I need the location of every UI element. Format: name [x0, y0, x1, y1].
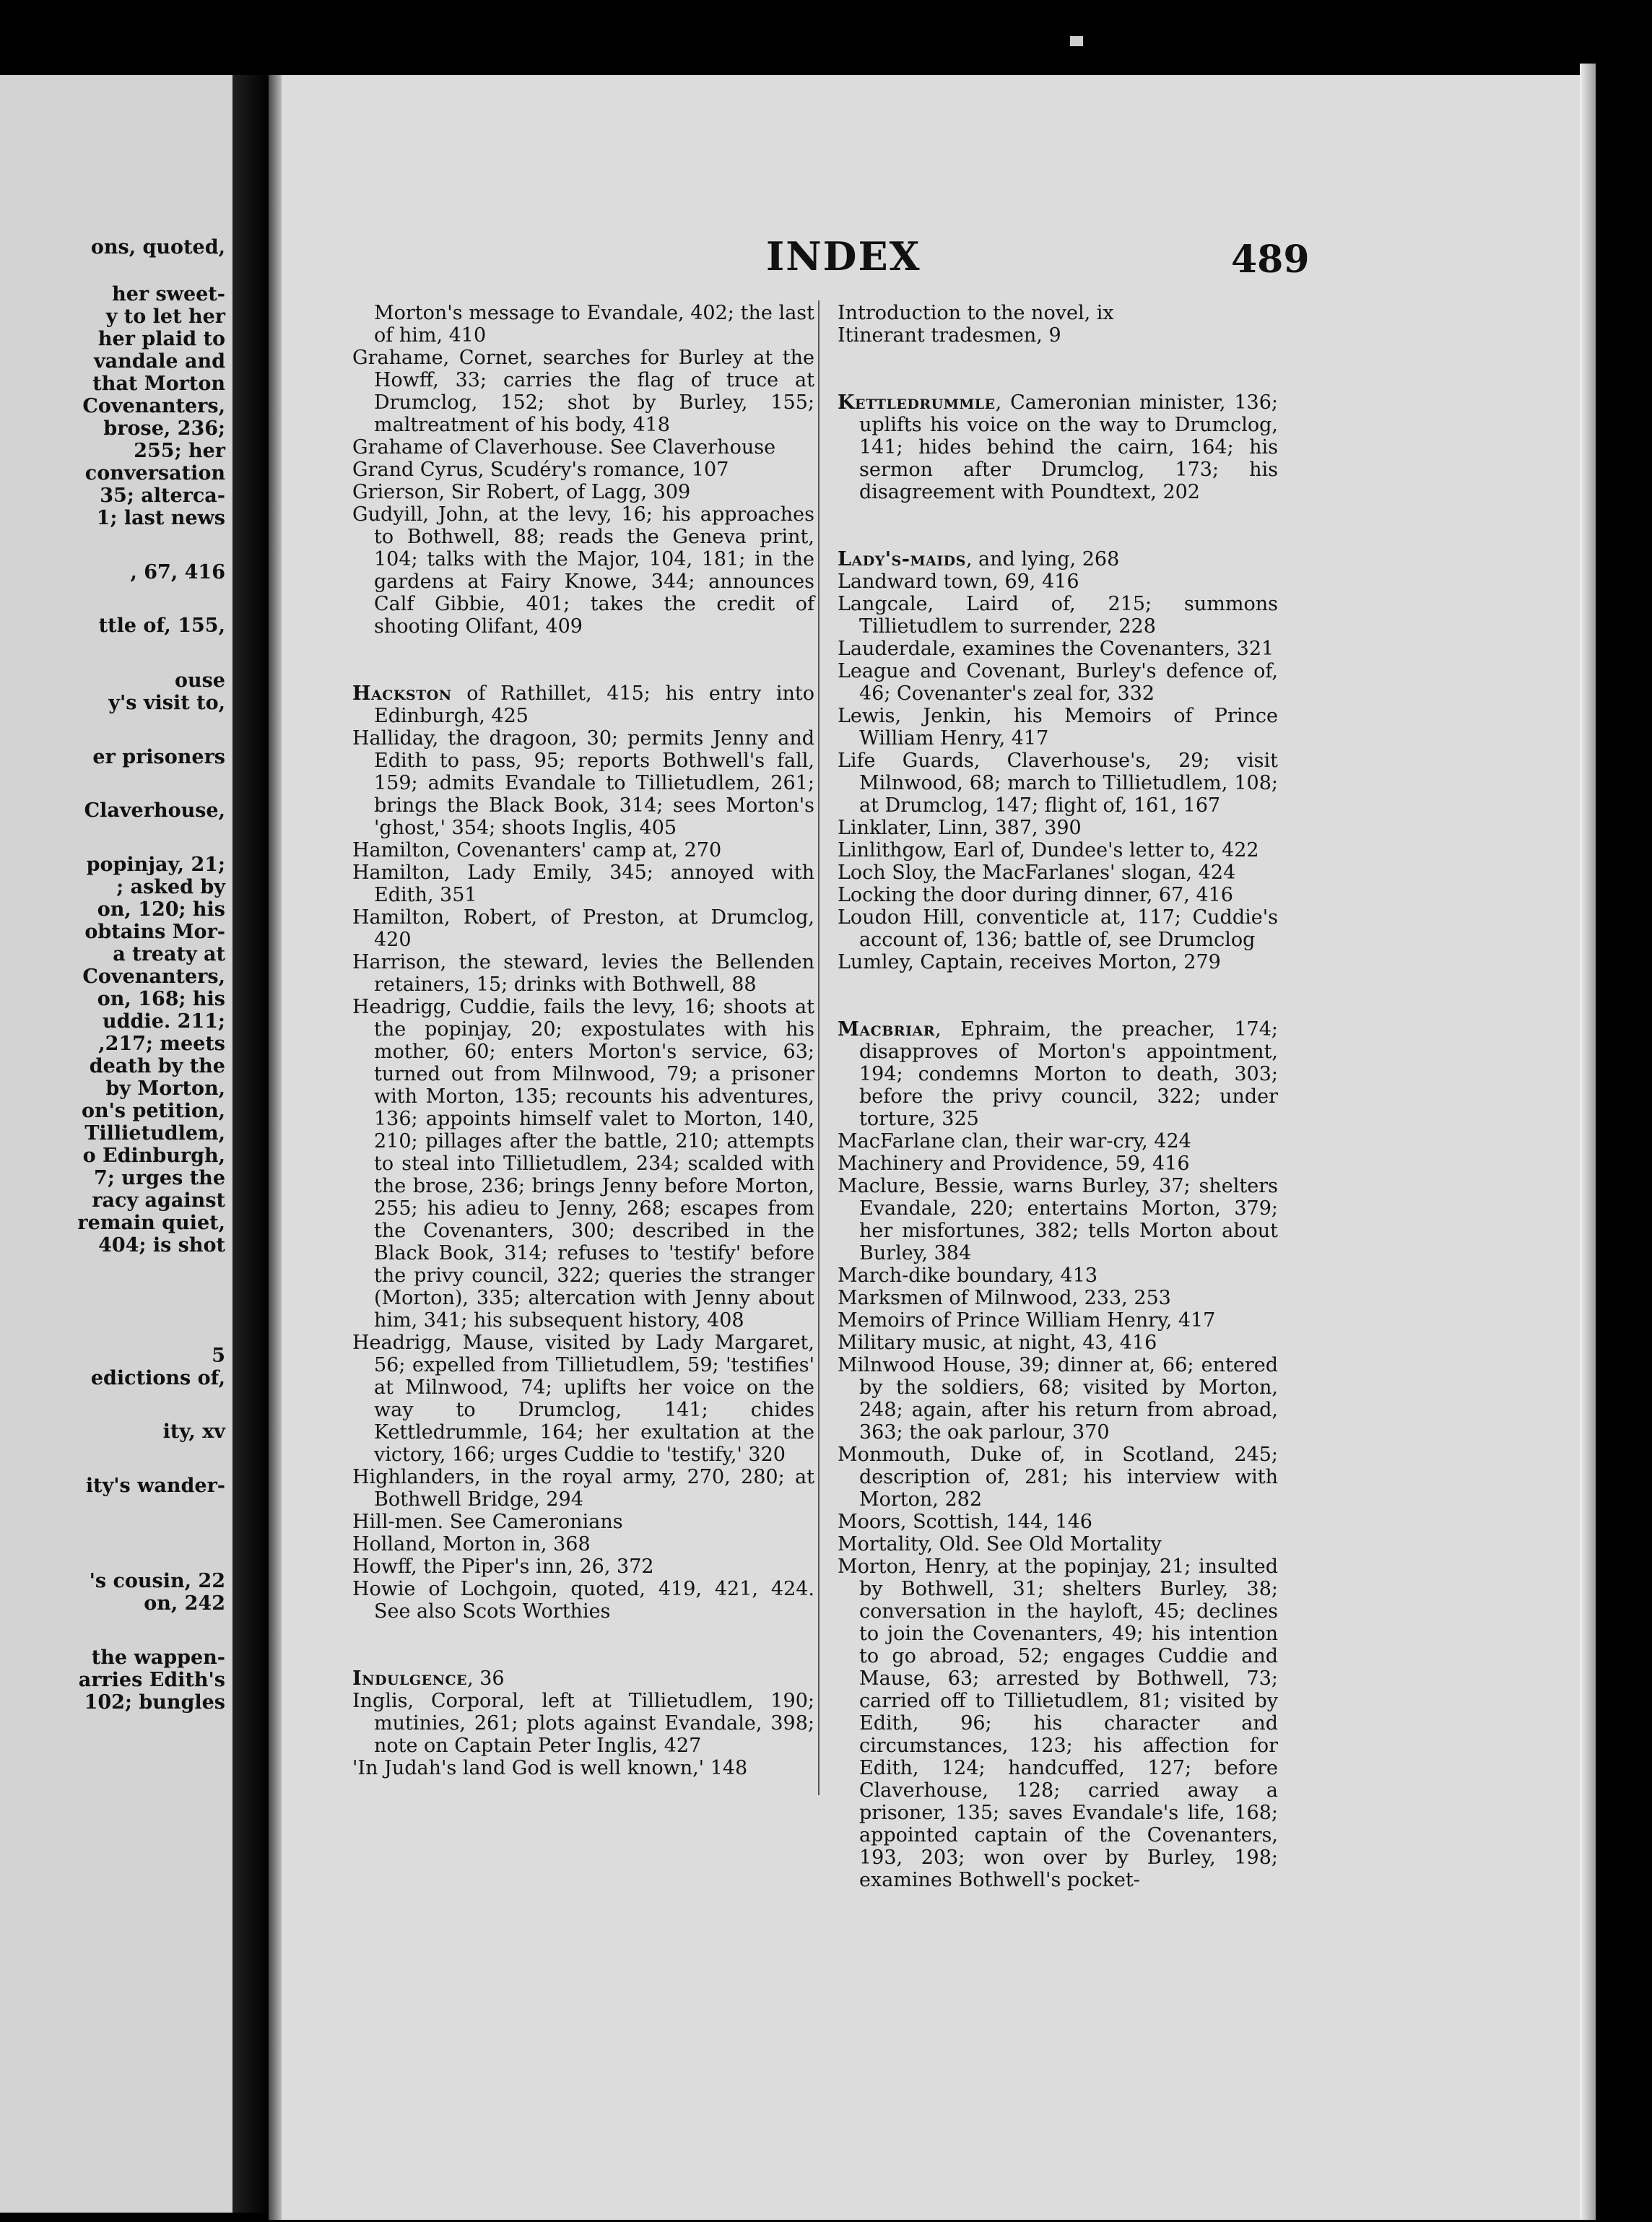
- facing-page-line: on, 242: [144, 1592, 225, 1615]
- index-entry-headword: Lady's-maids: [838, 548, 966, 570]
- index-entry: [352, 481, 814, 503]
- index-entry: [352, 302, 814, 347]
- index-entry: [352, 347, 814, 436]
- facing-page-line: , 67, 416: [130, 561, 225, 583]
- index-entry-text: Gudyill, John, at the levy, 16; his approaches to Bothwell, 88; reads the Geneva print, 104; talks with the Major, 104, 181; in the gardens at Fairy Knowe, 344; announces Calf Gibbie, 401; takes the credit of shooting Olifant, 409: [352, 503, 814, 638]
- facing-page-line: 5: [212, 1345, 225, 1367]
- facing-page-line: vandale and: [93, 350, 225, 373]
- index-entry: [352, 1533, 814, 1555]
- index-entry: [838, 1130, 1278, 1153]
- index-entry-text: Morton's message to Evandale, 402; the last of him, 410: [374, 302, 814, 347]
- index-entry-text: Machinery and Providence, 59, 416: [838, 1153, 1190, 1175]
- index-entry-text: Introduction to the novel, ix: [838, 302, 1114, 324]
- facing-page-line: edictions of,: [90, 1367, 225, 1389]
- index-entry: [838, 638, 1278, 660]
- scan-mark: [1070, 36, 1083, 46]
- index-entry-text: Headrigg, Cuddie, fails the levy, 16; shoots at the popinjay, 20; expostulates with his mother, 60; enters Morton's service, 63; turned out from Milnwood, 79; a prisoner with Morton, 135; recounts his adventures, 136; appoints himself valet to Morton, 140, 210; pillages after the battle, 210; attempts to steal into Tillietudlem, 234; scalded with the brose, 236; brings Jenny before Morton, 255; his adieu to Jenny, 268; escapes from the Covenanters, 300; described in the Black Book, 314; refuses to 'testify' before the privy council, 322; queries the stranger (Morton), 335; altercation with Jenny about him, 341; his subsequent history, 408: [352, 996, 814, 1332]
- facing-page-line: that Morton: [92, 373, 225, 395]
- index-entry-text: Howie of Lochgoin, quoted, 419, 421, 424. See also Scots Worthies: [352, 1578, 814, 1623]
- index-entry-text: Hill-men. See Cameronians: [352, 1511, 623, 1533]
- index-entry-text: Monmouth, Duke of, in Scotland, 245; description of, 281; his interview with Morton, 282: [838, 1444, 1278, 1511]
- index-entry: [838, 906, 1278, 951]
- index-entry: [352, 727, 814, 839]
- index-entry-text: Harrison, the steward, levies the Bellenden retainers, 15; drinks with Bothwell, 88: [352, 951, 814, 996]
- index-entry: [838, 660, 1278, 705]
- page-edge: [1580, 64, 1596, 2220]
- facing-page-line: 35; alterca-: [100, 485, 225, 507]
- index-entry-text: Linklater, Linn, 387, 390: [838, 817, 1082, 839]
- index-entry-text: Lewis, Jenkin, his Memoirs of Prince William Henry, 417: [838, 705, 1278, 750]
- facing-page-line: by Morton,: [105, 1077, 225, 1100]
- index-entry-text: Langcale, Laird of, 215; summons Tillietudlem to surrender, 228: [838, 593, 1278, 638]
- index-entry: [352, 459, 814, 481]
- index-column-left: [352, 302, 814, 1779]
- facing-page-line: 102; bungles: [84, 1691, 225, 1714]
- index-entry-text: Grahame, Cornet, searches for Burley at the Howff, 33; carries the flag of truce at Drumclog, 152; shot by Burley, 155; maltreatment of his body, 418: [352, 347, 814, 436]
- index-entry: [838, 1444, 1278, 1511]
- facing-page-line: 255; her: [134, 440, 225, 462]
- facing-page-line: brose, 236;: [103, 417, 225, 440]
- facing-page-line: death by the: [89, 1055, 225, 1077]
- index-entry: [352, 503, 814, 638]
- facing-page-line: arries Edith's: [78, 1669, 225, 1691]
- facing-page-line: the wappen-: [91, 1646, 225, 1669]
- index-entry-text: Morton, Henry, at the popinjay, 21; insulted by Bothwell, 31; shelters Burley, 38; conversation in the hayloft, 45; declines to join the Covenanters, 49; his intention to go abroad, 52; engages Cuddie and Mause, 63; arrested by Bothwell, 73; carried off to Tillietudlem, 81; visited by Edith, 96; his character and circumstances, 123; his affection for Edith, 124; handcuffed, 127; before Claverhouse, 128; carried away a prisoner, 135; saves Evandale's life, 168; appointed captain of the Covenanters, 193, 203; won over by Burley, 198; examines Bothwell's pocket-: [838, 1555, 1278, 1891]
- facing-page-line: remain quiet,: [77, 1212, 225, 1234]
- page-number: 489: [1231, 238, 1310, 282]
- index-entry-text: Hamilton, Lady Emily, 345; annoyed with Edith, 351: [352, 862, 814, 906]
- index-entry: [352, 1511, 814, 1533]
- index-entry: [838, 884, 1278, 906]
- index-entry-headword: Macbriar: [838, 1018, 936, 1041]
- index-entry: [352, 1466, 814, 1511]
- facing-page-line: 's cousin, 22: [89, 1570, 225, 1592]
- index-entry: [838, 391, 1278, 503]
- facing-page-line: ons, quoted,: [90, 236, 225, 259]
- index-entry: [838, 324, 1278, 347]
- index-entry-text: Grand Cyrus, Scudéry's romance, 107: [352, 459, 729, 481]
- index-entry: [838, 1309, 1278, 1332]
- facing-page-line: 1; last news: [96, 507, 225, 529]
- index-entry-text: Military music, at night, 43, 416: [838, 1332, 1157, 1354]
- index-entry: [838, 705, 1278, 750]
- facing-page-line: ity, xv: [162, 1420, 225, 1443]
- index-entry: [838, 750, 1278, 817]
- index-entry: [838, 1354, 1278, 1444]
- facing-page-line: on's petition,: [81, 1100, 225, 1122]
- index-entry: [838, 951, 1278, 973]
- facing-page-line: obtains Mor-: [84, 921, 225, 943]
- index-entry: [838, 1533, 1278, 1555]
- facing-page-line: ity's wander-: [85, 1475, 225, 1497]
- index-entry: [838, 570, 1278, 593]
- index-entry-text: Marksmen of Milnwood, 233, 253: [838, 1287, 1171, 1309]
- index-entry-text: Mortality, Old. See Old Mortality: [838, 1533, 1162, 1555]
- index-entry: [838, 1555, 1278, 1891]
- index-entry: [352, 682, 814, 727]
- index-entry-text: Lauderdale, examines the Covenanters, 321: [838, 638, 1274, 660]
- facing-page-line: ttle of, 155,: [98, 615, 225, 637]
- index-entry-text: Headrigg, Mause, visited by Lady Margaret, 56; expelled from Tillietudlem, 59; 'testifies' at Milnwood, 74; uplifts her voice on the way to Drumclog, 141; chides Kettledrummle, 164; her exultation at the victory, 166; urges Cuddie to 'testify,' 320: [352, 1332, 814, 1466]
- facing-page-line: ,217; meets: [98, 1033, 225, 1055]
- index-entry-text: , 36: [467, 1667, 505, 1690]
- page-fold-shadow: [269, 75, 282, 2220]
- index-entry-text: , Cameronian minister, 136; uplifts his voice on the way to Drumclog, 141; hides behind the cairn, 164; his sermon after Drumclog, 173; his disagreement with Poundtext, 202: [859, 391, 1278, 503]
- index-entry: [838, 862, 1278, 884]
- index-entry: [838, 1264, 1278, 1287]
- facing-page-line: her sweet-: [112, 283, 225, 305]
- index-entry: [352, 951, 814, 996]
- index-entry-headword: Indulgence: [352, 1667, 468, 1690]
- index-entry-text: Memoirs of Prince William Henry, 417: [838, 1309, 1216, 1332]
- index-entry-text: Itinerant tradesmen, 9: [838, 324, 1061, 347]
- index-entry: [352, 862, 814, 906]
- facing-page-line: racy against: [92, 1189, 225, 1212]
- index-entry: [352, 1578, 814, 1623]
- index-entry-text: Grahame of Claverhouse. See Claverhouse: [352, 436, 776, 459]
- index-entry-text: Lumley, Captain, receives Morton, 279: [838, 951, 1221, 973]
- index-entry: [352, 1332, 814, 1466]
- index-entry: [352, 1690, 814, 1757]
- index-entry-text: Inglis, Corporal, left at Tillietudlem, 190; mutinies, 261; plots against Evandale, 398; note on Captain Peter Inglis, 427: [352, 1690, 814, 1757]
- facing-page-line: y's visit to,: [108, 692, 225, 714]
- index-entry-text: Highlanders, in the royal army, 270, 280; at Bothwell Bridge, 294: [352, 1466, 814, 1511]
- index-entry-text: Landward town, 69, 416: [838, 570, 1079, 593]
- index-entry-text: Grierson, Sir Robert, of Lagg, 309: [352, 481, 691, 503]
- index-entry: [352, 1757, 814, 1779]
- index-entry: [838, 1153, 1278, 1175]
- index-entry-text: of Rathillet, 415; his entry into Edinburgh, 425: [374, 682, 814, 727]
- index-entry: [352, 1667, 814, 1690]
- facing-page-line: 404; is shot: [98, 1234, 225, 1257]
- facing-page-line: on, 120; his: [97, 898, 225, 921]
- gutter-shadow: [232, 75, 269, 2213]
- index-entry-text: Locking the door during dinner, 67, 416: [838, 884, 1233, 906]
- index-entry: [838, 1175, 1278, 1264]
- facing-page-line: popinjay, 21;: [86, 854, 225, 876]
- index-entry-text: MacFarlane clan, their war-cry, 424: [838, 1130, 1191, 1153]
- index-entry: [838, 593, 1278, 638]
- index-entry: [838, 817, 1278, 839]
- index-entry-text: Holland, Morton in, 368: [352, 1533, 591, 1555]
- index-entry-text: Howff, the Piper's inn, 26, 372: [352, 1555, 654, 1578]
- facing-page-line: Covenanters,: [82, 965, 225, 988]
- index-entry-text: , Ephraim, the preacher, 174; disapproves of Morton's appointment, 194; condemns Morton to death, 303; before the privy council, 322; under torture, 325: [859, 1018, 1278, 1130]
- index-entry: [352, 1555, 814, 1578]
- index-entry-text: 'In Judah's land God is well known,' 148: [352, 1757, 748, 1779]
- index-entry: [838, 548, 1278, 570]
- index-entry: [352, 839, 814, 862]
- index-entry: [838, 1018, 1278, 1130]
- index-entry-text: Linlithgow, Earl of, Dundee's letter to, 422: [838, 839, 1259, 862]
- running-head: INDEX: [766, 233, 921, 279]
- facing-page-line: ; asked by: [116, 876, 225, 898]
- index-entry-text: Loch Sloy, the MacFarlanes' slogan, 424: [838, 862, 1236, 884]
- index-entry: [838, 1287, 1278, 1309]
- index-entry-text: Milnwood House, 39; dinner at, 66; entered by the soldiers, 68; visited by Morton, 248; again, after his return from abroad, 363; the oak parlour, 370: [838, 1354, 1278, 1444]
- facing-page-line: Covenanters,: [82, 395, 225, 417]
- index-entry: [838, 1511, 1278, 1533]
- index-entry-text: Life Guards, Claverhouse's, 29; visit Milnwood, 68; march to Tillietudlem, 108; at Drumclog, 147; flight of, 161, 167: [838, 750, 1278, 817]
- facing-page-line: 7; urges the: [94, 1167, 225, 1189]
- facing-page-left: [0, 75, 232, 2213]
- facing-page-line: o Edinburgh,: [82, 1145, 225, 1167]
- facing-page-line: a treaty at: [113, 943, 225, 965]
- facing-page-line: er prisoners: [92, 746, 225, 768]
- index-entry: [838, 1332, 1278, 1354]
- index-entry: [352, 996, 814, 1332]
- facing-page-line: Tillietudlem,: [84, 1122, 225, 1145]
- facing-page-line: on, 168; his: [97, 988, 225, 1010]
- index-entry-headword: Hackston: [352, 682, 452, 705]
- facing-page-line: y to let her: [105, 305, 225, 328]
- index-entry-text: March-dike boundary, 413: [838, 1264, 1098, 1287]
- index-entry-text: Loudon Hill, conventicle at, 117; Cuddie's account of, 136; battle of, see Drumclog: [838, 906, 1278, 951]
- index-entry: [352, 906, 814, 951]
- facing-page-line: Claverhouse,: [84, 799, 225, 822]
- column-rule: [818, 300, 820, 1795]
- index-entry: [838, 302, 1278, 324]
- index-entry-headword: Kettledrummle: [838, 391, 996, 414]
- index-entry: [838, 839, 1278, 862]
- index-entry-text: , and lying, 268: [965, 548, 1120, 570]
- index-entry-text: Maclure, Bessie, warns Burley, 37; shelters Evandale, 220; entertains Morton, 379; her misfortunes, 382; tells Morton about Burley, 384: [838, 1175, 1278, 1264]
- facing-page-line: ouse: [174, 669, 225, 692]
- index-entry-text: Halliday, the dragoon, 30; permits Jenny and Edith to pass, 95; reports Bothwell's fall, 159; admits Evandale to Tillietudlem, 261; brings the Black Book, 314; sees Morton's 'ghost,' 354; shoots Inglis, 405: [352, 727, 814, 839]
- index-column-right: [838, 302, 1278, 1891]
- index-entry-text: League and Covenant, Burley's defence of, 46; Covenanter's zeal for, 332: [838, 660, 1278, 705]
- index-entry: [352, 436, 814, 459]
- index-entry-text: Hamilton, Robert, of Preston, at Drumclog, 420: [352, 906, 814, 951]
- facing-page-line: uddie. 211;: [103, 1010, 225, 1033]
- index-entry-text: Hamilton, Covenanters' camp at, 270: [352, 839, 722, 862]
- facing-page-line: conversation: [84, 462, 225, 485]
- facing-page-line: her plaid to: [97, 328, 225, 350]
- index-entry-text: Moors, Scottish, 144, 146: [838, 1511, 1092, 1533]
